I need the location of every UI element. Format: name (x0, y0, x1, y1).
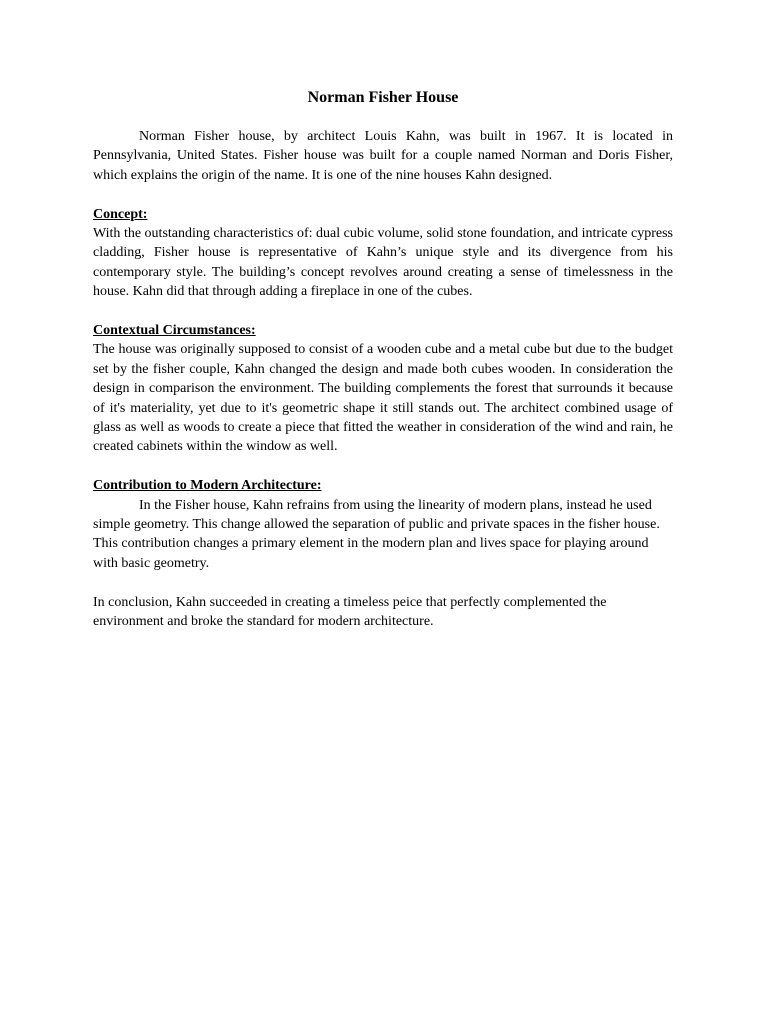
paragraph-spacer (93, 573, 673, 592)
intro-paragraph: Norman Fisher house, by architect Louis Kahn, was built in 1967. It is located in Pennsylvania, United States. Fisher house was built for a couple named Norman and Doris Fisher, which explains the origin of the name. It is one of the nine houses Kahn designed. (93, 129, 673, 183)
concept-paragraph: With the outstanding characteristics of: dual cubic volume, solid stone foundation, and intricate cypress cladding, Fisher house is representative of Kahn’s unique style and its divergence from his contemporary style. The building’s concept revolves around creating a sense of timelessness in the house. Kahn did that through adding a fireplace in one of the cubes. (93, 226, 673, 300)
paragraph-spacer (93, 457, 673, 476)
contribution-paragraph: In the Fisher house, Kahn refrains from using the linearity of modern plans, instead he used simple geometry. This change allowed the separation of public and private spaces in the fisher house. This contribution changes a primary element in the modern plan and lives space for playing around with basic geometry. (93, 497, 660, 571)
conclusion-paragraph: In conclusion, Kahn succeeded in creating a timeless peice that perfectly complemented the environment and broke the standard for modern architecture. (93, 594, 607, 630)
contextual-circumstances-paragraph: The house was originally supposed to consist of a wooden cube and a metal cube but due to the budget set by the fisher couple, Kahn changed the design and made both cubes wooden. In consideration the design in comparison the environment. The building complements the forest that surrounds it because of it's materiality, yet due to it's geometric shape it still stands out. The architect combined usage of glass as well as woods to create a piece that fitted the weather in consideration of the wind and rain, he created cabinets within the window as well. (93, 342, 673, 455)
contribution-heading: Contribution to Modern Architecture: (93, 478, 322, 494)
document-title: Norman Fisher House (307, 89, 459, 106)
paragraph-spacer (93, 302, 673, 321)
contextual-circumstances-heading: Contextual Circumstances: (93, 323, 256, 339)
concept-heading: Concept: (93, 206, 148, 222)
paragraph-spacer (93, 185, 673, 204)
document-body (93, 86, 673, 632)
